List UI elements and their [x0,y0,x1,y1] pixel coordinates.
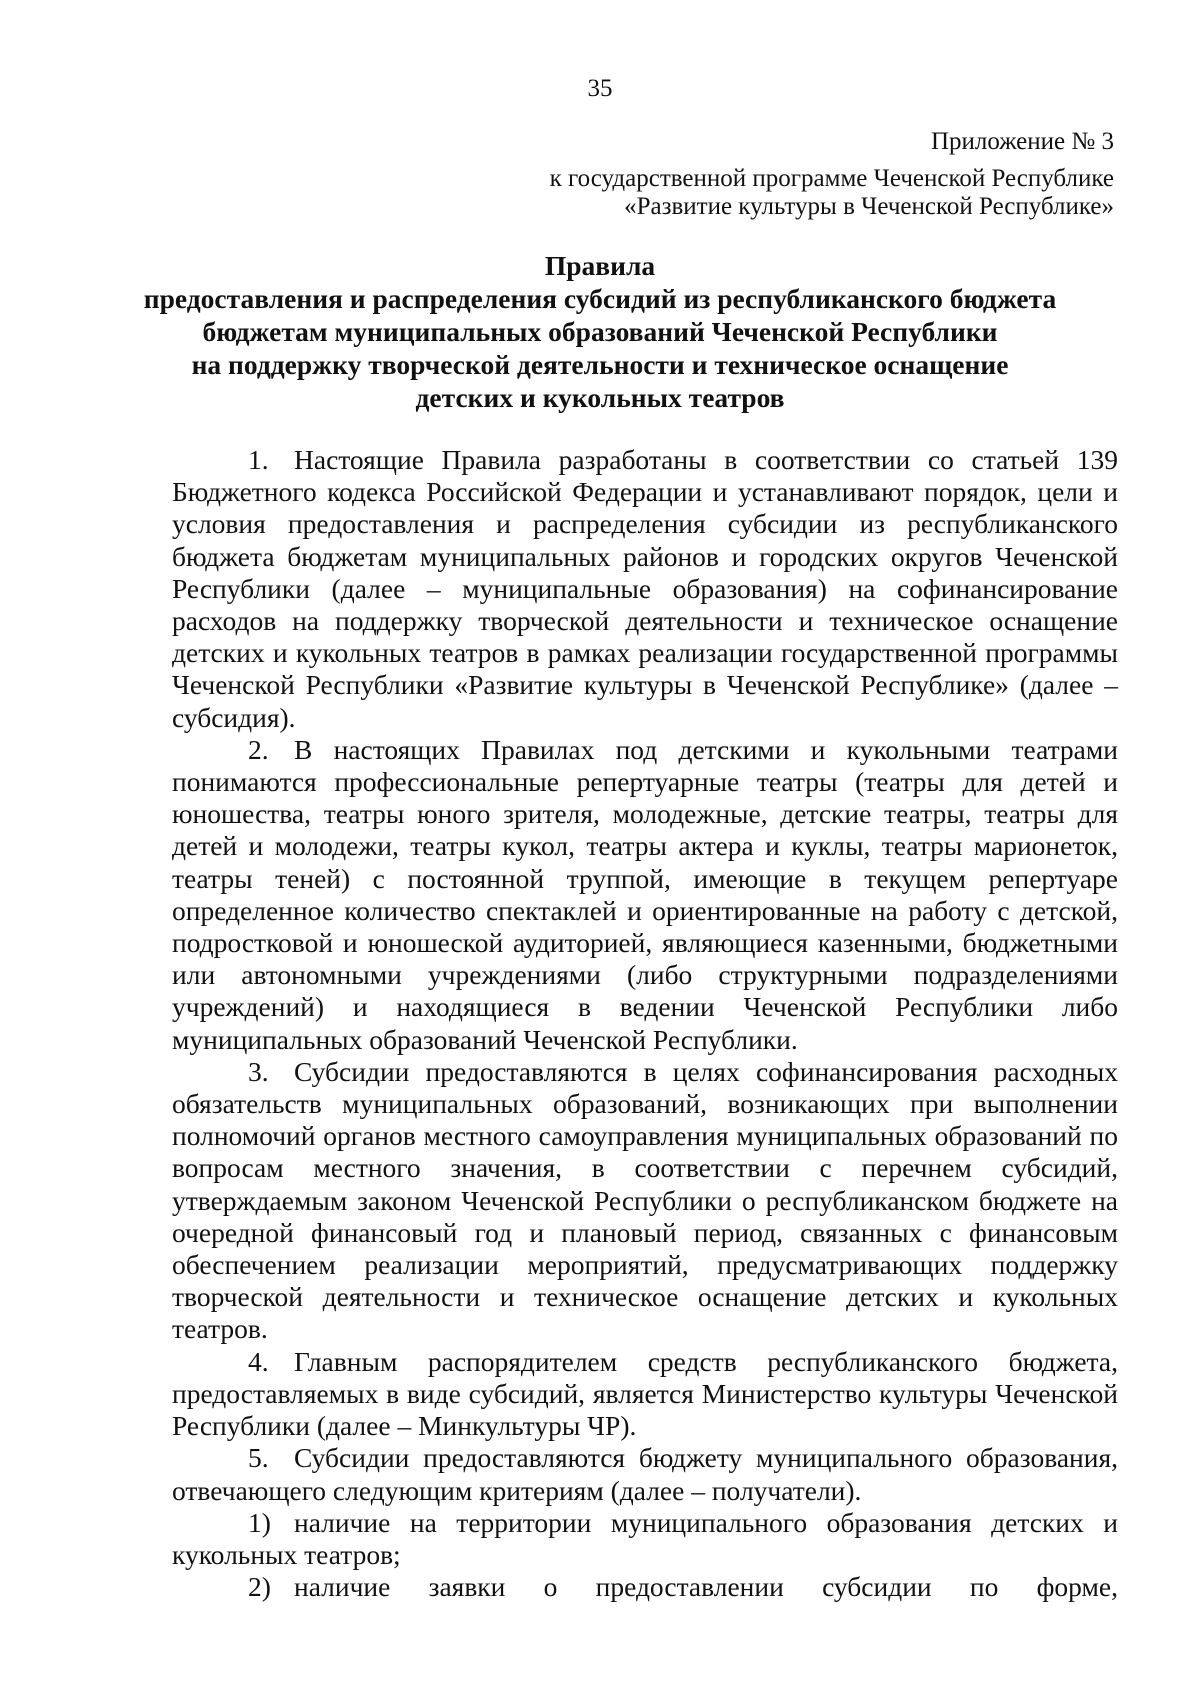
paragraph-4 [172,1346,1118,1443]
appendix-line-2: к государственной программе Чеченской Республике [549,165,1114,192]
paragraph-text: Настоящие Правила разработаны в соответствии со статьей 139 Бюджетного кодекса Российской Федерации и устанавливают порядок, цели и условия предоставления и распределения субсидии из республиканского бюджета бюджетам муниципальных районов и городских округов Чеченской Республики (далее – муниципальные образования) на софинансирование расходов на поддержку творческой деятельности и техническое оснащение детских и кукольных театров в рамках реализации государственной программы Чеченской Республики «Развитие культуры в Чеченской Республике» (далее – субсидия). [172,444,1118,733]
paragraph-number: 2. [248,733,269,765]
paragraph-2 [172,734,1118,1056]
criterion-1 [172,1507,1118,1571]
appendix-label: Приложение № 3 [930,128,1114,155]
paragraph-number: 4. [248,1345,269,1377]
paragraph-number: 1. [248,444,269,475]
paragraph-number: 3. [248,1055,269,1087]
document-title [120,249,1080,414]
title-line-1: Правила [544,250,656,281]
paragraph-text: Субсидии предоставляются в целях софинансирования расходных обязательств муниципальных образований, возникающих при выполнении полномочий органов местного самоуправления муниципальных образований по вопросам местного значения, в соответствии с перечнем субсидий, утверждаемым законом Чеченской Республики о республиканском бюджете на очередной финансовый год и плановый период, связанных с финансовым обеспечением реализации мероприятий, предусматривающих поддержку творческой деятельности и техническое оснащение детских и кукольных театров. [172,1055,1118,1345]
criterion-2 [172,1571,1118,1603]
paragraph-3 [172,1056,1118,1346]
paragraph-text: Главным распорядителем средств республиканского бюджета, предоставляемых в виде субсидий, является Министерство культуры Чеченской Республики (далее – Минкультуры ЧР). [172,1345,1118,1442]
paragraph-number: 5. [248,1442,269,1474]
criterion-text: наличие заявки о предоставлении субсидии по форме, [294,1571,1118,1603]
paragraph-text: В настоящих Правилах под детскими и кукольными театрами понимаются профессиональные репертуарные театры (театры для детей и юношества, театры юного зрителя, молодежные, детские театры, театры для детей и молодежи, театры кукол, театры актера и куклы, театры марионеток, театры теней) с постоянной труппой, имеющие в текущем репертуаре определенное количество спектаклей и ориентированные на работу с детской, подростковой и юношеской аудиторией, являющиеся казенными, бюджетными или автономными учреждениями (либо структурными подразделениями учреждений) и находящиеся в ведении Чеченской Республики либо муниципальных образований Чеченской Республики. [172,733,1118,1055]
title-line-5: детских и кукольных театров [415,382,785,413]
appendix-header [314,128,1114,221]
paragraph-text: Субсидии предоставляются бюджету муниципального образования, отвечающего следующим критериям (далее – получатели). [172,1442,1118,1506]
criterion-text: наличие на территории муниципального образования детских и кукольных театров; [172,1506,1118,1570]
criterion-number: 1) [248,1506,271,1538]
title-line-2: предоставления и распределения субсидий из республиканского бюджета [143,283,1057,314]
page-number: 35 [587,75,613,102]
title-line-4: на поддержку творческой деятельности и техническое оснащение [191,349,1009,380]
paragraph-5 [172,1442,1118,1506]
criterion-number: 2) [248,1571,271,1603]
document-body [172,444,1118,1603]
title-line-3: бюджетам муниципальных образований Чеченской Республики [202,316,998,347]
appendix-line-3: «Развитие культуры в Чеченской Республике» [624,193,1114,220]
paragraph-1 [172,444,1118,734]
